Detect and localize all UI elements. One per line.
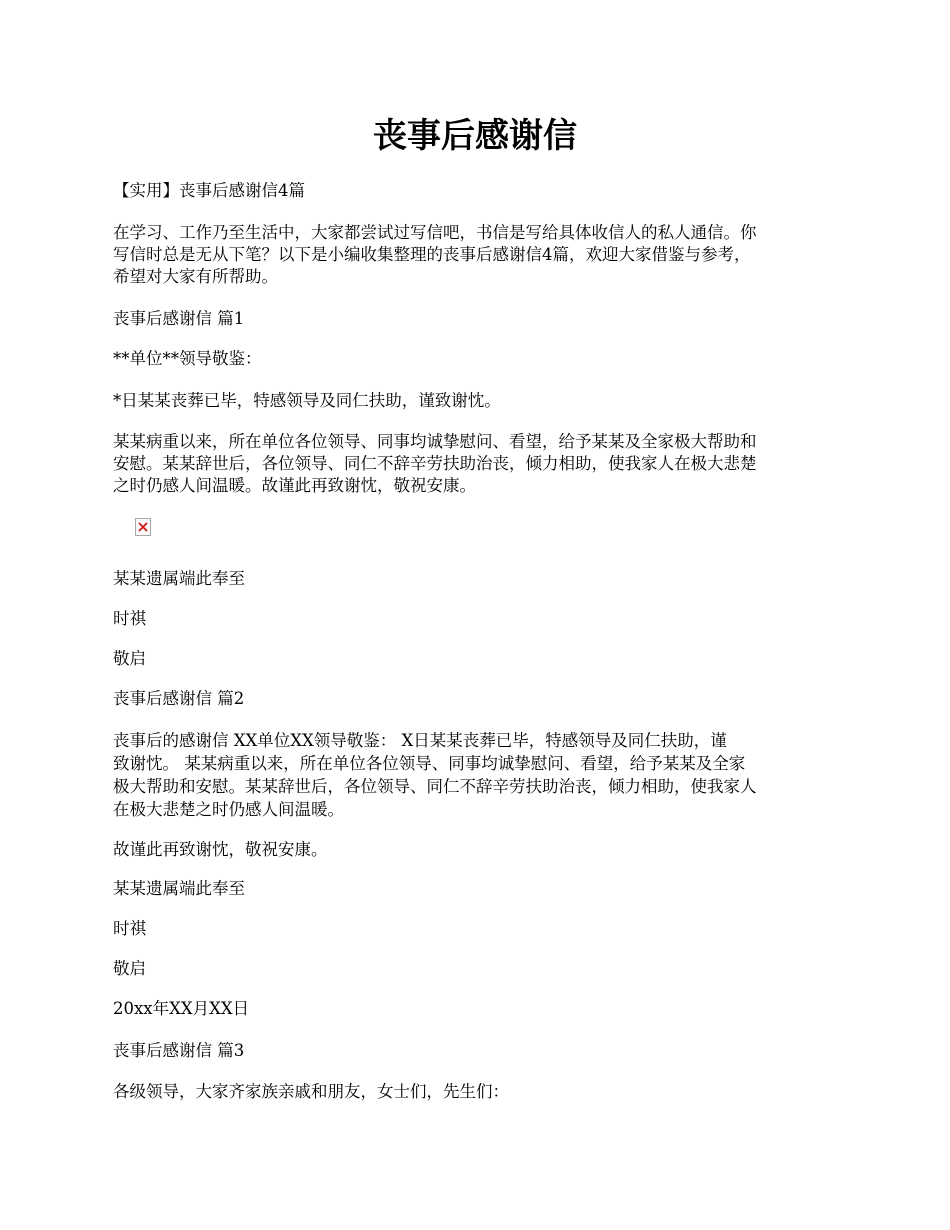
intro-line-2: 写信时总是无从下笔？以下是小编收集整理的丧事后感谢信4篇，欢迎大家借鉴与参考， <box>113 245 751 264</box>
section2-heading: 丧事后感谢信 篇2 <box>113 689 245 708</box>
section2-signature: 某某遗属端此奉至 <box>113 879 245 898</box>
section2-body-line-2: 致谢忱。 某某病重以来，所在单位各位领导、同事均诚挚慰问、看望，给予某某及全家 <box>113 754 746 773</box>
section2-body-line-4: 在极大悲楚之时仍感人间温暖。 <box>113 800 344 819</box>
section1-closing-1: 时祺 <box>113 609 146 628</box>
section1-line: *日某某丧葬已毕，特感领导及同仁扶助，谨致谢忱。 <box>113 391 501 410</box>
section2-body-line-1: 丧事后的感谢信 XX单位XX领导敬鉴： X日某某丧葬已毕，特感领导及同仁扶助，谨 <box>113 731 727 750</box>
intro-line-3: 希望对大家有所帮助。 <box>113 267 278 286</box>
section1-body-line-3: 之时仍感人间温暖。故谨此再致谢忱，敬祝安康。 <box>113 476 476 495</box>
section1-salutation: **单位**领导敬鉴： <box>113 349 262 368</box>
document-title: 丧事后感谢信 <box>373 116 577 156</box>
section1-heading: 丧事后感谢信 篇1 <box>113 309 245 328</box>
intro-line-1: 在学习、工作乃至生活中，大家都尝试过写信吧，书信是写给具体收信人的私人通信。你 <box>113 223 757 242</box>
section2-line: 故谨此再致谢忱，敬祝安康。 <box>113 840 328 859</box>
broken-image-icon <box>135 518 151 536</box>
section2-closing-1: 时祺 <box>113 919 146 938</box>
section2-date: 20xx年XX月XX日 <box>113 999 250 1018</box>
section1-signature: 某某遗属端此奉至 <box>113 569 245 588</box>
section1-body-line-1: 某某病重以来，所在单位各位领导、同事均诚挚慰问、看望，给予某某及全家极大帮助和 <box>113 432 757 451</box>
section3-opening: 各级领导，大家齐家族亲戚和朋友，女士们，先生们： <box>113 1082 509 1101</box>
section1-body-line-2: 安慰。某某辞世后，各位领导、同仁不辞辛劳扶助治丧，倾力相助，使我家人在极大悲楚 <box>113 454 757 473</box>
section2-closing-2: 敬启 <box>113 959 146 978</box>
section1-closing-2: 敬启 <box>113 649 146 668</box>
section3-heading: 丧事后感谢信 篇3 <box>113 1041 245 1060</box>
document-subtitle: 【实用】丧事后感谢信4篇 <box>113 181 305 200</box>
section2-body-line-3: 极大帮助和安慰。某某辞世后，各位领导、同仁不辞辛劳扶助治丧，倾力相助，使我家人 <box>113 777 757 796</box>
